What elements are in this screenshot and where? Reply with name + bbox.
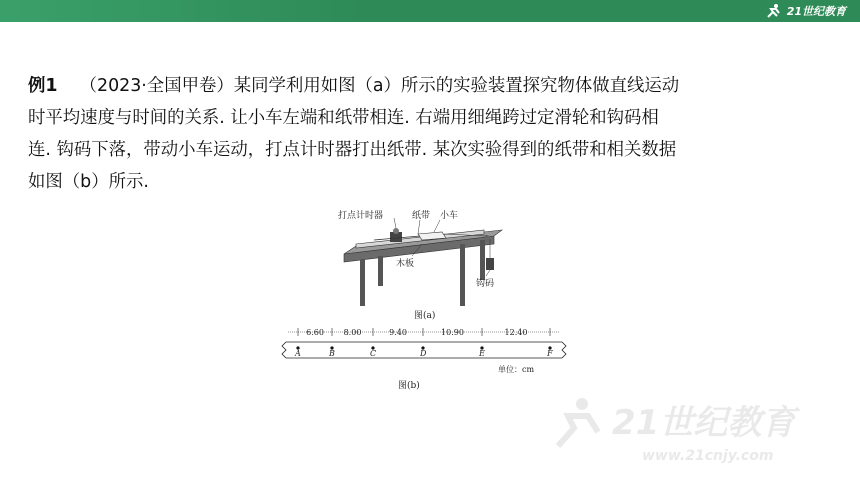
site-logo[interactable] bbox=[765, 2, 846, 20]
caption-a: 图(a) bbox=[414, 311, 436, 321]
point-label: B bbox=[329, 349, 335, 358]
point-label: A bbox=[295, 349, 301, 358]
label-board: 木板 bbox=[396, 259, 415, 269]
caption-b: 图(b) bbox=[398, 381, 420, 391]
label-tape: 纸带 bbox=[412, 211, 431, 221]
point-label: C bbox=[370, 349, 377, 358]
table-leg bbox=[460, 244, 465, 306]
example-label: 例1 bbox=[28, 76, 58, 96]
question-line-3: 连. 钩码下落，带动小车运动，打点计时器打出纸带. 某次实验得到的纸带和相关数据 bbox=[28, 140, 677, 160]
watermark-url: www.21cnjy.com bbox=[642, 448, 774, 464]
tape-figure bbox=[280, 324, 570, 396]
segment-length: 10.90 bbox=[441, 328, 464, 337]
question-line-1 bbox=[28, 70, 828, 102]
point-label: E bbox=[479, 349, 485, 358]
label-cart: 小车 bbox=[440, 211, 459, 221]
unit-label: 单位：cm bbox=[498, 365, 535, 374]
runner-logo-icon bbox=[765, 3, 783, 19]
label-timer: 打点计时器 bbox=[338, 211, 384, 221]
segment-length: 12.40 bbox=[504, 328, 528, 337]
apparatus-figure bbox=[334, 204, 514, 328]
watermark bbox=[552, 388, 852, 468]
header-bar bbox=[0, 0, 860, 22]
table-leg bbox=[480, 240, 485, 280]
table-leg bbox=[360, 260, 365, 306]
timer-knob bbox=[393, 228, 399, 234]
logo-text: 21世纪教育 bbox=[786, 5, 846, 18]
question-line-2: 时平均速度与时间的关系. 让小车左端和纸带相连. 右端用细绳跨过定滑轮和钩码相 bbox=[28, 108, 659, 128]
header-accent bbox=[0, 0, 360, 22]
watermark-text: 21世纪教育 bbox=[612, 403, 796, 443]
question-line-4: 如图（b）所示. bbox=[28, 172, 149, 192]
question-text bbox=[28, 70, 828, 198]
watermark-runner-icon bbox=[558, 398, 598, 446]
hook-weight bbox=[486, 258, 494, 270]
question-line-1-text: （2023·全国甲卷）某同学利用如图（a）所示的实验装置探究物体做直线运动 bbox=[79, 76, 680, 96]
segment-length: 9.40 bbox=[389, 328, 407, 337]
label-weight: 钩码 bbox=[476, 279, 495, 289]
point-label: F bbox=[547, 349, 553, 358]
segment-length: 8.00 bbox=[343, 328, 362, 337]
point-label: D bbox=[420, 349, 427, 358]
table-leg bbox=[378, 256, 383, 286]
segment-length: 6.60 bbox=[306, 328, 324, 337]
